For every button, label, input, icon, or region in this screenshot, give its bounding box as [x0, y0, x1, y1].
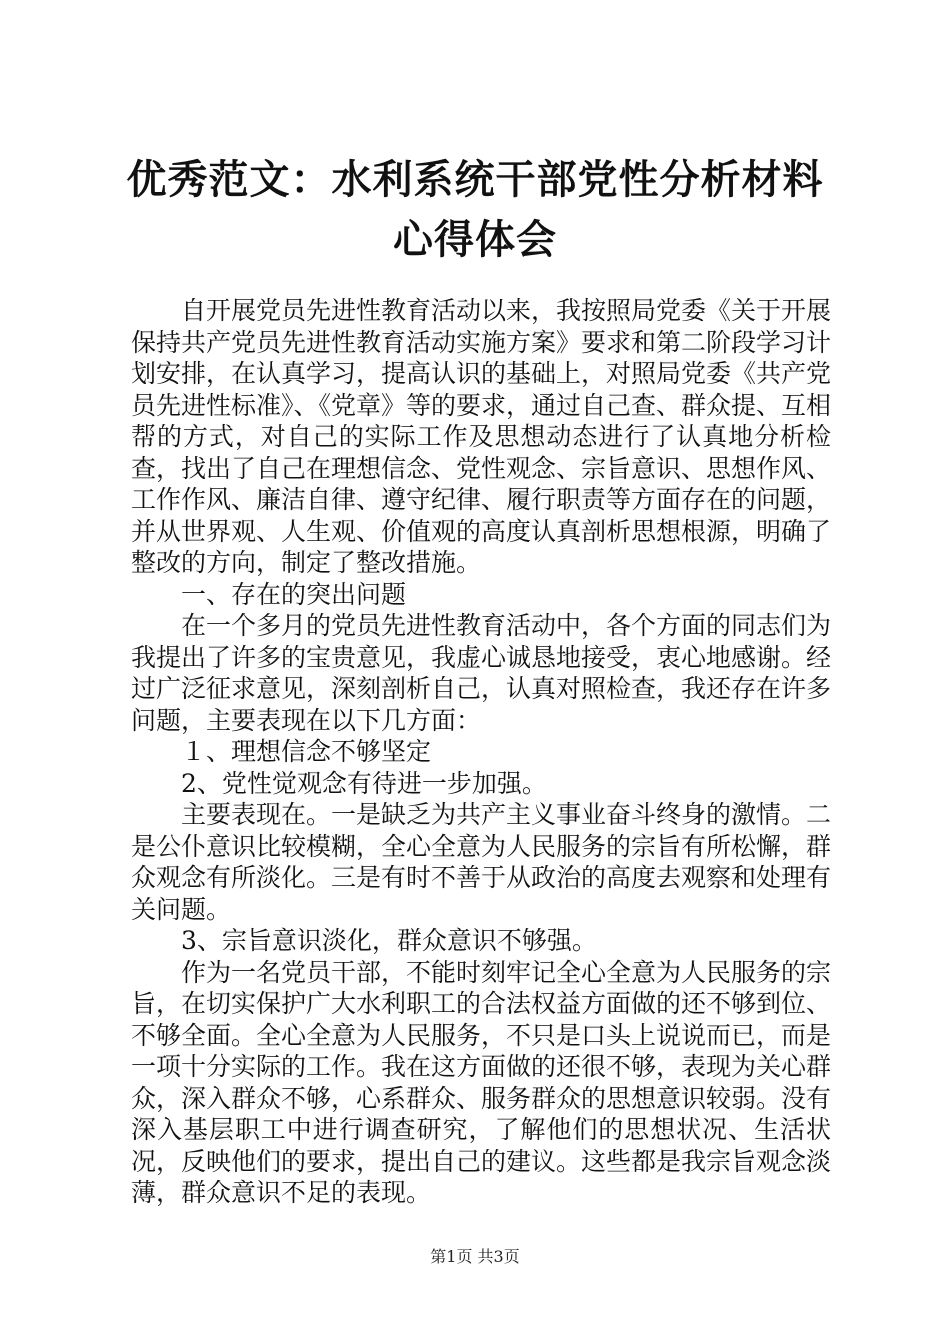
paragraph-feedback: 在一个多月的党员先进性教育活动中，各个方面的同志们为我提出了许多的宝贵意见，我虚心诚恳地接受，衷心地感谢。经过广泛征求意见，深刻剖析自己，认真对照检查，我还存在许多问题，主要表现在以下几方面：	[131, 611, 832, 735]
paragraph-intro: 自开展党员先进性教育活动以来，我按照局党委《关于开展保持共产党员先进性教育活动实施方案》要求和第二阶段学习计划安排，在认真学习，提高认识的基础上，对照局党委《共产党员先进性标准》、《党章》等的要求，通过自己查、群众提、互相帮的方式，对自己的实际工作及思想动态进行了认真地分析检查，找出了自己在理想信念、党性观念、宗旨意识、思想作风、工作作风、廉洁自律、遵守纪律、履行职责等方面存在的问题，并从世界观、人生观、价值观的高度认真剖析思想根源，明确了整改的方向，制定了整改措施。	[131, 296, 832, 577]
paragraph-item-3-detail: 作为一名党员干部，不能时刻牢记全心全意为人民服务的宗旨，在切实保护广大水利职工的合法权益方面做的还不够到位、不够全面。全心全意为人民服务，不只是口头上说说而已，而是一项十分实际的工作。我在这方面做的还很不够，表现为关心群众，深入群众不够，心系群众、服务群众的思想意识较弱。没有深入基层职工中进行调查研究，了解他们的思想状况、生活状况，反映他们的要求，提出自己的建议。这些都是我宗旨观念淡薄，群众意识不足的表现。	[131, 957, 832, 1207]
item-heading-1: １、理想信念不够坚定	[181, 737, 432, 766]
document-body	[131, 295, 831, 1209]
section-heading-problems: 一、存在的突出问题	[181, 579, 407, 609]
item-heading-3: 3、宗旨意识淡化，群众意识不够强。	[181, 926, 597, 955]
page-number-footer: 第1页 共3页	[430, 1247, 520, 1266]
paragraph-item-2-detail: 主要表现在。一是缺乏为共产主义事业奋斗终身的激情。二是公仆意识比较模糊，全心全意为人民服务的宗旨有所松懈，群众观念有所淡化。三是有时不善于从政治的高度去观察和处理有关问题。	[131, 800, 832, 924]
item-heading-2: 2、党性觉观念有待进一步加强。	[181, 768, 547, 798]
document-title: 优秀范文：水利系统干部党性分析材料心得体会	[126, 157, 824, 263]
